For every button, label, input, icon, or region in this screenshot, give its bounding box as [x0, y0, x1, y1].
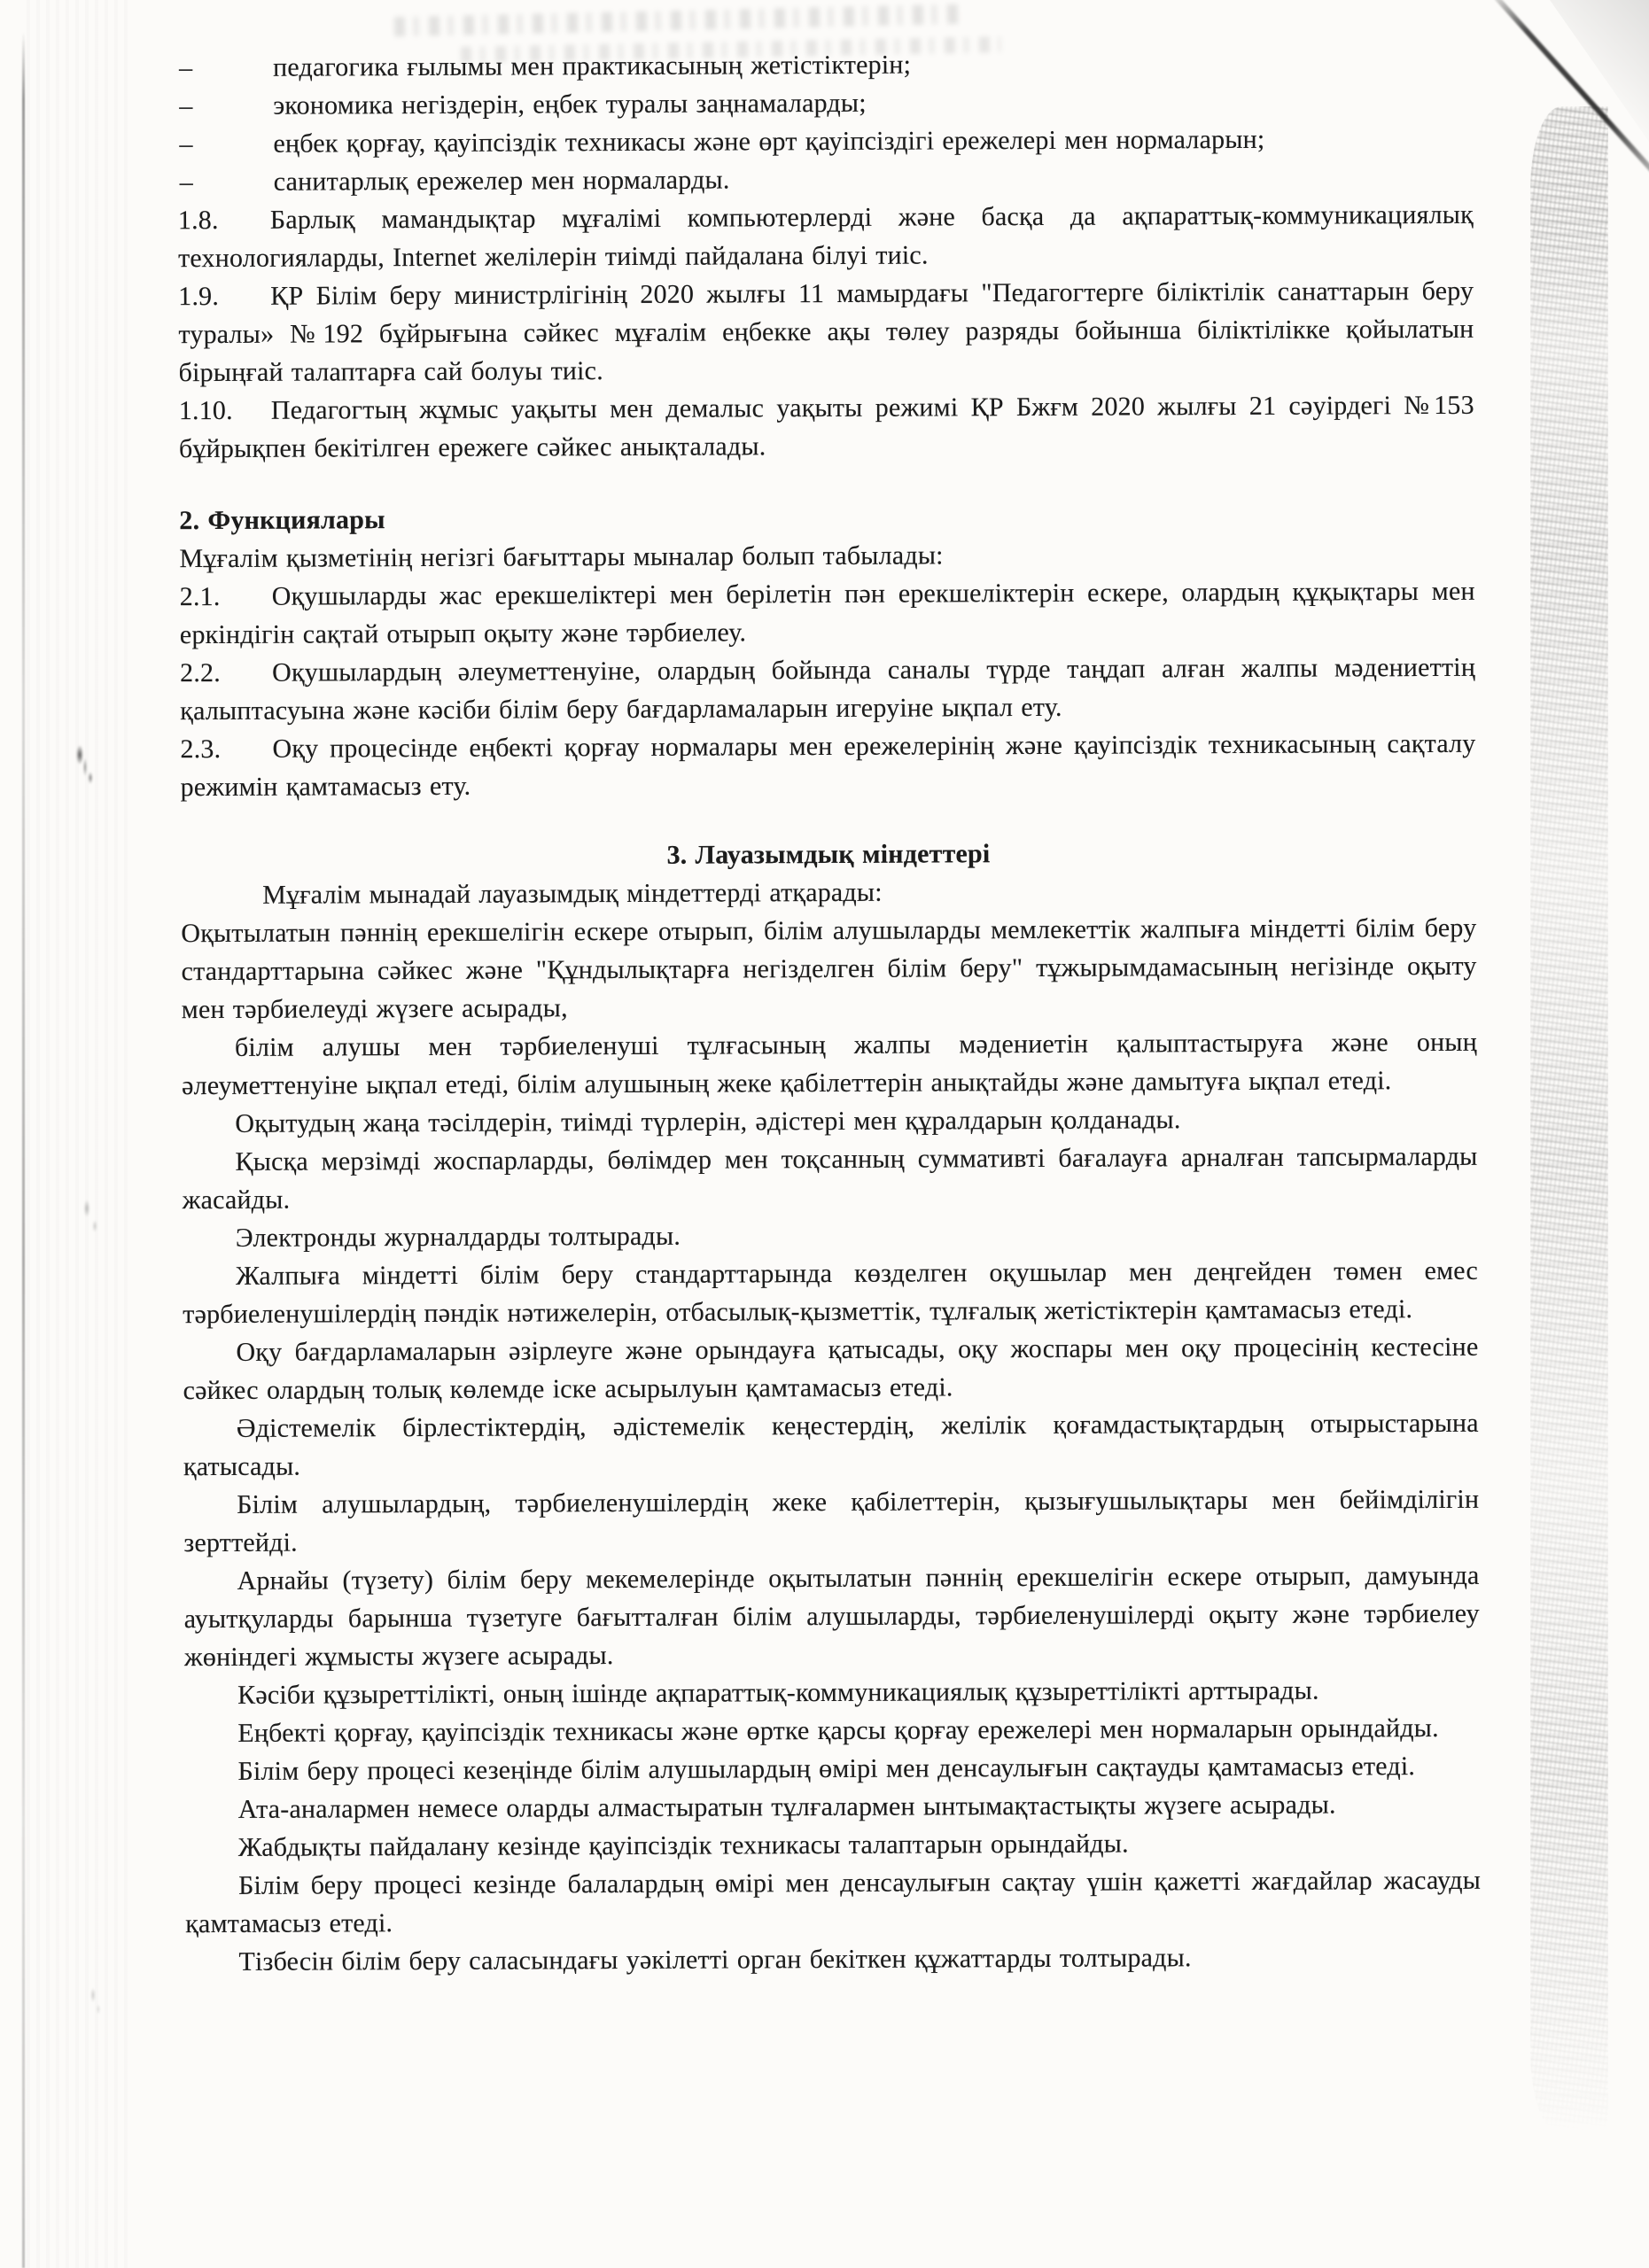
numbered-paragraph — [179, 386, 1474, 468]
duty-paragraph: Жабдықты пайдалану кезінде қауіпсіздік техникасы талаптарын орындайды. — [237, 1829, 1129, 1862]
knowledge-requirements-list — [177, 43, 1474, 201]
paragraph-number: 2.3. — [180, 734, 222, 765]
duty-paragraph: Білім беру процесі кезінде балалардың өмірі мен денсаулығын сақтау үшін қажетті жағдайлар жасауды қамтамасыз етеді. — [185, 1865, 1482, 1939]
numbered-paragraph — [180, 572, 1475, 654]
list-item-text: санитарлық ережелер мен нормаларды. — [273, 165, 730, 197]
duty-paragraph: Тізбесін білім беру саласындағы уәкілетті орган бекіткен құжаттарды толтырады. — [238, 1943, 1192, 1977]
duty-paragraph: Білім беру процесі кезеңінде білім алушылардың өмірі мен денсаулығын сақтауды қамтамасыз етеді. — [237, 1751, 1416, 1786]
ink-smudge — [87, 1984, 105, 2020]
paragraph-number: 2.2. — [180, 657, 221, 688]
paragraph-text: Барлық мамандықтар мұғалімі компьютерлерді және басқа да ақпараттық-коммуникациялық технологияларды, Internet желілерін тиімді пайдалана білуі тиіс. — [177, 199, 1474, 274]
list-item — [177, 43, 1473, 87]
numbered-paragraph — [178, 196, 1474, 277]
scan-left-haze — [27, 0, 133, 2268]
paragraph-number: 2.1. — [179, 581, 221, 612]
duty-paragraph: Қысқа мерзімді жоспарларды, бөлімдер мен тоқсанның суммативті бағалауға арналған тапсырмаларды жасайды. — [182, 1141, 1478, 1216]
ink-smudge — [73, 742, 99, 794]
list-marker: – — [179, 167, 193, 198]
numbered-paragraph — [180, 725, 1475, 806]
paragraph-text: ҚР Білім беру министрлігінің 2020 жылғы 11 мамырдағы "Педагогтерге біліктілік санаттарын беру туралы» №192 бұйрығына сәйкес мұғалім еңбекке ақы төлеу разряды бойынша біліктілікке қойылатын бірыңғай талаптарға сай болуы тиіс. — [178, 276, 1474, 388]
duty-paragraph: Оқытудың жаңа тәсілдерін, тиімді түрлерін, әдістері мен құралдарын қолданады. — [235, 1105, 1181, 1138]
list-item — [178, 158, 1474, 201]
list-marker: – — [179, 129, 193, 159]
paragraph-text: Педагогтың жұмыс уақыты мен демалыс уақыты режимі ҚР Бжғм 2020 жылғы 21 сәуірдегі №153 бұйрықпен бекітілген ережеге сәйкес анықталады. — [178, 390, 1474, 464]
paragraph-number: 1.8. — [177, 205, 219, 236]
duty-paragraph: Еңбекті қорғау, қауіпсіздік техникасы және өртке қарсы қорғау ережелері мен нормаларын орындайды. — [237, 1713, 1439, 1748]
functions-section-intro: Мұғалім қызметінің негізгі бағыттары мыналар болып табылады: — [179, 540, 944, 574]
list-marker: – — [179, 53, 193, 83]
duty-paragraph: Кәсіби құзыреттілікті, оның ішінде ақпараттық-коммуникациялық құзыреттілікті арттырады. — [237, 1675, 1319, 1710]
paragraph-text: Оқушылардың әлеуметтенуіне, олардың бойында саналы түрде таңдап алған жалпы мәдениеттің қалыптасуына және кәсіби білім беру бағдарламаларын игеруіне ықпал ету. — [180, 652, 1476, 726]
duty-paragraph: Арнайы (түзету) білім беру мекемелерінде оқытылатын пәннің ерекшелігін ескере отырып, дамуында ауытқуларды барынша түзетуге бағытталған білім алушыларды, тәрбиеленушілерді оқыту және тәрбиелеу жөніндегі жұмысты жүзеге асырады. — [183, 1560, 1480, 1673]
ink-smudge — [80, 1194, 103, 1240]
duty-paragraph: Әдістемелік бірлестіктердің, әдістемелік кеңестердің, желілік қоғамдастықтардың отырыстарына қатысады. — [183, 1408, 1479, 1482]
numbered-paragraph — [180, 649, 1475, 730]
scan-noise-band — [1530, 106, 1608, 2135]
duty-paragraph: Білім алушылардың, тәрбиеленушілердің жеке қабілеттерін, қызығушылықтары мен бейімділігін зерттейді. — [183, 1484, 1480, 1558]
list-item-text: еңбек қорғау, қауіпсіздік техникасы және өрт қауіпсіздігі ережелері мен нормаларын; — [273, 124, 1265, 159]
duty-paragraph: Оқытылатын пәннің ерекшелігін ескере отырып, білім алушыларды мемлекеттік жалпыға міндетті білім беру стандарттарына сәйкес және "Құндылықтарға негізделген білім беру" тұжырымдамасының негізінде оқыту мен тәрбиелеуді жүзеге асырады, — [181, 913, 1477, 1025]
paragraph-text: Оқушыларды жас ерекшеліктері мен берілетін пән ерекшеліктерін ескере, олардың құқықтары мен еркіндігін сақтай отырып оқыту және тәрбиелеу. — [179, 576, 1475, 650]
functions-section-heading: 2. Функциялары — [179, 505, 385, 536]
duty-paragraph: Жалпыға міндетті білім беру стандарттарында көзделген оқушылар мен деңгейден төмен емес тәрбиеленушілердің пәндік нәтижелерін, отбасылық-қызметтік, тұлғалық жетістіктерін қамтамасыз етеді. — [183, 1255, 1479, 1330]
list-item-text: педагогика ғылымы мен практикасының жетістіктерін; — [273, 50, 912, 82]
duties-section-heading: 3. Лауазымдық міндеттері — [666, 839, 991, 870]
faded-header-smudge — [394, 4, 961, 37]
list-item — [177, 82, 1473, 125]
list-marker: – — [179, 91, 193, 121]
document-body — [177, 43, 1482, 1981]
duty-paragraph: Электронды журналдарды толтырады. — [235, 1221, 681, 1253]
numbered-paragraph — [178, 272, 1474, 392]
duties-section-intro: Мұғалім мынадай лауазымдық міндеттерді атқарады: — [262, 877, 883, 910]
scanner-edge-line — [22, 32, 25, 2268]
duty-paragraph: білім алушы мен тәрбиеленуші тұлғасының жалпы мәдениетін қалыптастыруға және оның әлеуметтенуіне ықпал етеді, білім алушының жеке қабілеттерін анықтайды және дамытуға ықпал етеді. — [182, 1027, 1477, 1101]
paragraph-number: 1.9. — [178, 281, 220, 312]
paragraph-number: 1.10. — [178, 395, 233, 426]
duty-paragraph: Оқу бағдарламаларын әзірлеуге және орындауға қатысады, оқу жоспары мен оқу процесінің кестесіне сәйкес олардың толық көлемде іске асырылуын қамтамасыз етеді. — [183, 1332, 1479, 1406]
list-item-text: экономика негіздерін, еңбек туралы заңнамаларды; — [273, 88, 867, 120]
list-item — [177, 120, 1473, 163]
duty-paragraph: Ата-аналармен немесе оларды алмастыратын тұлғалармен ынтымақтастықты жүзеге асырады. — [237, 1790, 1336, 1824]
paragraph-text: Оқу процесінде еңбекті қорғау нормалары мен ережелерінің және қауіпсіздік техникасының сақталу режимін қамтамасыз ету. — [180, 728, 1476, 803]
